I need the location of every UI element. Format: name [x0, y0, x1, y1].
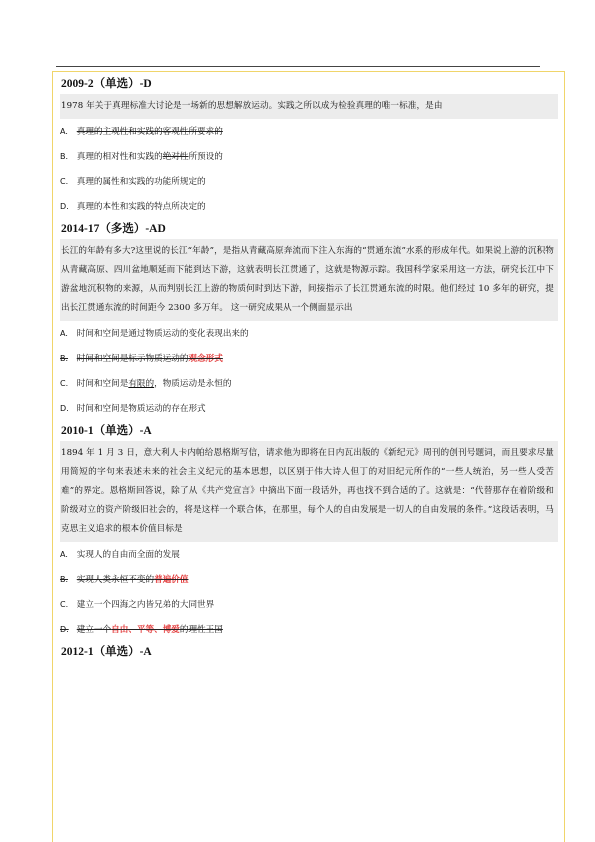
option-text: ，物质运动是永恒的 [154, 379, 232, 389]
option-text-struck: 绝对性 [162, 152, 189, 162]
option-letter: D. [60, 625, 69, 634]
question-block [60, 74, 558, 219]
question-heading: 2009-2（单选）-D [61, 78, 152, 90]
question-stem [60, 239, 558, 321]
question-stem-text: 1894 年 1 月 3 日，意大利人卡内帕给恩格斯写信，请求他为即将在日内瓦出版的《新纪元》周刊的创刊号题词，而且要求尽量用简短的字句来表述未来的社会主义纪元的基本思想，以区别于伟大诗人但丁的对旧纪元所作的“一些人统治，另一些人受苦难”的界定。恩格斯回答说，除了从《共产党宣言》中摘出下面一段话外，再也找不到合适的了。这就是：“代替那存在着阶级和阶级对立的资产阶级旧社会的，将是这样一个联合体，在那里，每个人的自由发展是一切人的自由发展的条件。”这段话表明，马克思主义追求的根本价值目标是 [61, 448, 554, 534]
option-text: 真理的本性和实践的特点所决定的 [76, 202, 206, 212]
option-letter: A. [60, 127, 68, 136]
question-stem-text: 长江的年龄有多大?这里说的长江“年龄”，是指从青藏高原奔流而下注入东海的“贯通东流”水系的形成年代。如果说上游的沉积物从青藏高原、四川盆地顺延而下能到达下游，这就表明长江贯通了，这就是物源示踪。我国科学家采用这一方法，研究长江中下游盆地沉积物的来源，从而判别长江上游的物质何时到达下游，间接指示了长江贯通东流的时限。他们经过 10 多年的研究，提出长江贯通东流的时间距今 2300 多万年。 这一研究成果从一个侧面显示出 [61, 246, 554, 313]
option-letter: D. [60, 404, 69, 413]
option-text: 时间和空间是物质运动的存在形式 [76, 404, 206, 414]
option-text: 所预设的 [188, 152, 223, 162]
option-d [60, 396, 558, 421]
option-text-underlined: 有限的 [128, 379, 155, 389]
question-stem [60, 441, 558, 542]
option-b [60, 144, 558, 169]
option-letter: B. [60, 575, 69, 584]
question-heading: 2012-1（单选）-A [61, 646, 152, 658]
option-c [60, 371, 558, 396]
question-stem [60, 94, 558, 119]
option-letter: C. [60, 177, 69, 186]
option-text-highlight: 自由、平等、博爱 [111, 625, 180, 635]
header-rule [56, 66, 540, 67]
option-text: 真理的属性和实践的功能所规定的 [76, 177, 206, 187]
option-b [60, 346, 558, 371]
option-text: 真理的主观性和实践的客观性所要求的 [76, 127, 223, 137]
option-a [60, 321, 558, 346]
question-block [60, 421, 558, 642]
question-heading: 2010-1（单选）-A [61, 425, 152, 437]
option-text: 时间和空间是通过物质运动的变化表现出来的 [76, 329, 249, 339]
option-text: 建立一个四海之内皆兄弟的大同世界 [76, 600, 215, 610]
option-letter: C. [60, 379, 69, 388]
option-text: 的理性王国 [179, 625, 223, 635]
option-text: 实现人类永恒不变的 [76, 575, 155, 585]
question-block [60, 642, 558, 662]
option-text: 实现人的自由而全面的发展 [76, 550, 180, 560]
option-d [60, 194, 558, 219]
question-block [60, 219, 558, 421]
frame-border-top [52, 71, 564, 72]
option-letter: D. [60, 202, 69, 211]
option-a [60, 542, 558, 567]
option-letter: B. [60, 152, 69, 161]
option-letter: A. [60, 550, 68, 559]
frame-border-left [52, 71, 53, 842]
option-letter: A. [60, 329, 68, 338]
option-text: 时间和空间是 [76, 379, 129, 389]
question-list [60, 74, 558, 662]
option-text: 时间和空间是标示物质运动的 [76, 354, 189, 364]
option-d [60, 617, 558, 642]
option-letter: C. [60, 600, 69, 609]
option-text-highlight: 普遍价值 [154, 575, 189, 585]
option-text-highlight: 观念形式 [188, 354, 223, 364]
frame-border-right [564, 71, 565, 842]
option-text: 真理的相对性和实践的 [76, 152, 163, 162]
option-b [60, 567, 558, 592]
option-letter: B. [60, 354, 69, 363]
question-stem-text: 1978 年关于真理标准大讨论是一场新的思想解放运动。实践之所以成为检验真理的唯一标准，是由 [61, 101, 443, 111]
option-c [60, 592, 558, 617]
option-c [60, 169, 558, 194]
option-text: 建立一个 [76, 625, 112, 635]
option-a [60, 119, 558, 144]
question-heading: 2014-17（多选）-AD [61, 223, 166, 235]
